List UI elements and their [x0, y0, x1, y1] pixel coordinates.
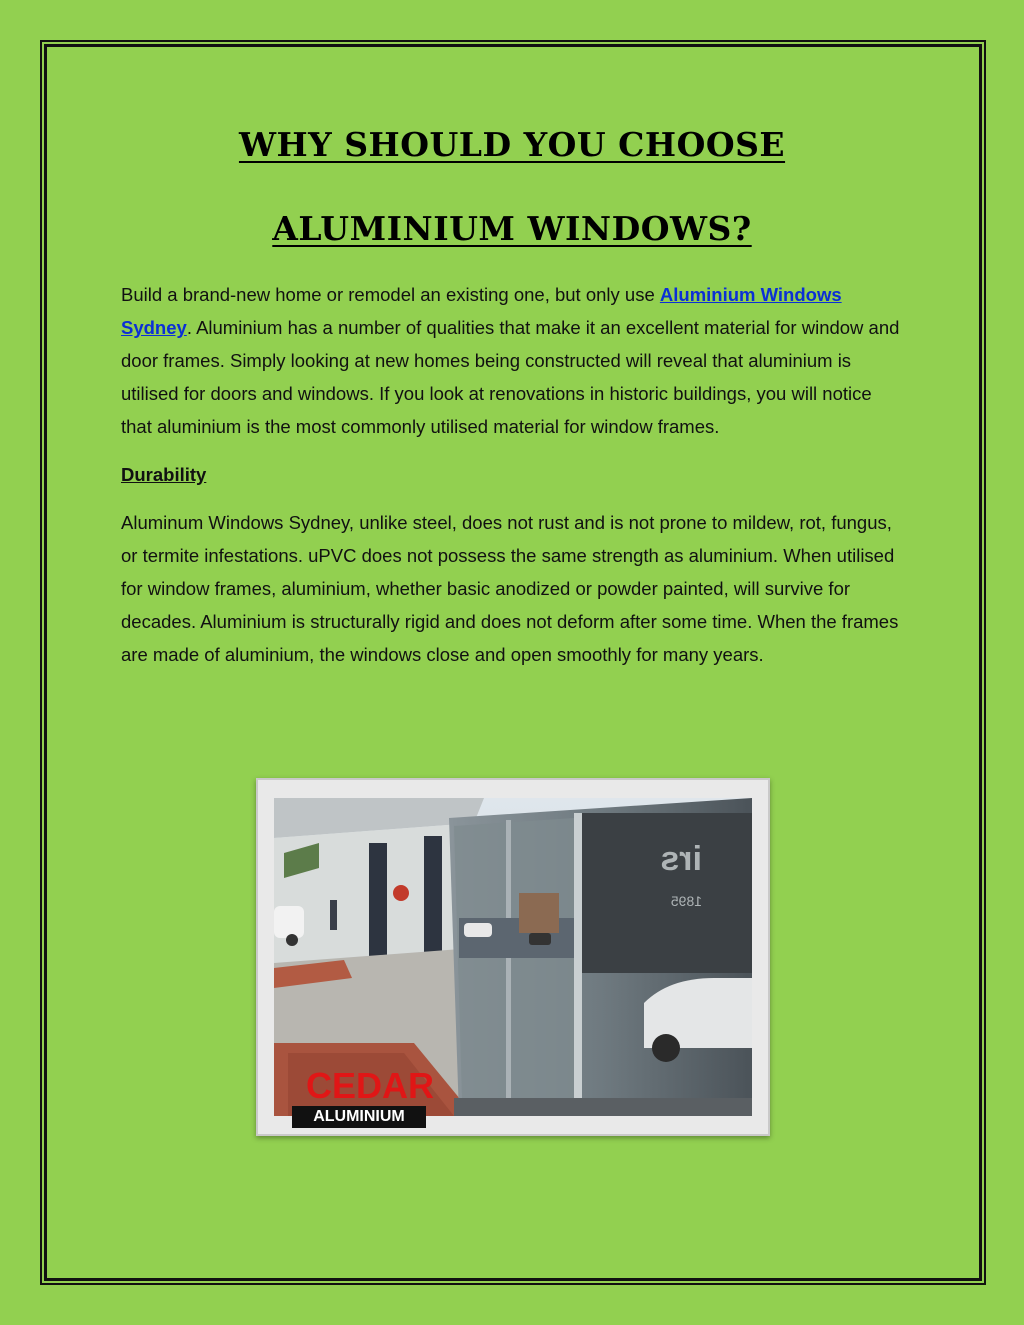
title-line-2: ALUMINIUM WINDOWS?	[272, 209, 752, 248]
logo-aluminium-text: ALUMINIUM	[292, 1106, 426, 1128]
shopfront-photo	[274, 798, 752, 1125]
intro-text-after: . Aluminium has a number of qualities that make it an excellent material for window and door frames. Simply looking at new homes being constructed will reveal that aluminium is utilised for doors and windows. If you look at renovations in historic buildings, you will notice that aluminium is the most commonly utilised material for window frames.	[121, 317, 900, 437]
intro-text-before: Build a brand-new home or remodel an existing one, but only use	[121, 284, 660, 305]
store-year-text: 1895	[670, 893, 702, 909]
durability-paragraph: Aluminum Windows Sydney, unlike steel, does not rust and is not prone to mildew, rot, fungus, or termite infestations. uPVC does not possess the same strength as aluminium. When utilised for window frames, aluminium, whether basic anodized or powder painted, will survive for decades. Aluminium is structurally rigid and does not deform after some time. When the frames are made of aluminium, the windows close and open smoothly for many years.	[121, 512, 899, 665]
title-line-1: WHY SHOULD YOU CHOOSE	[238, 125, 786, 164]
page-title	[0, 125, 1024, 296]
section-heading-durability: Durability	[121, 464, 207, 485]
intro-paragraph	[121, 278, 901, 443]
cedar-aluminium-logo	[292, 1065, 435, 1128]
photo-frame	[256, 778, 770, 1136]
article-body	[121, 278, 901, 671]
aluminium-windows-link[interactable]: Aluminium Windows Sydney	[121, 284, 842, 338]
store-sign-text: irs	[660, 840, 702, 878]
logo-cedar-text: CEDAR	[306, 1065, 435, 1106]
